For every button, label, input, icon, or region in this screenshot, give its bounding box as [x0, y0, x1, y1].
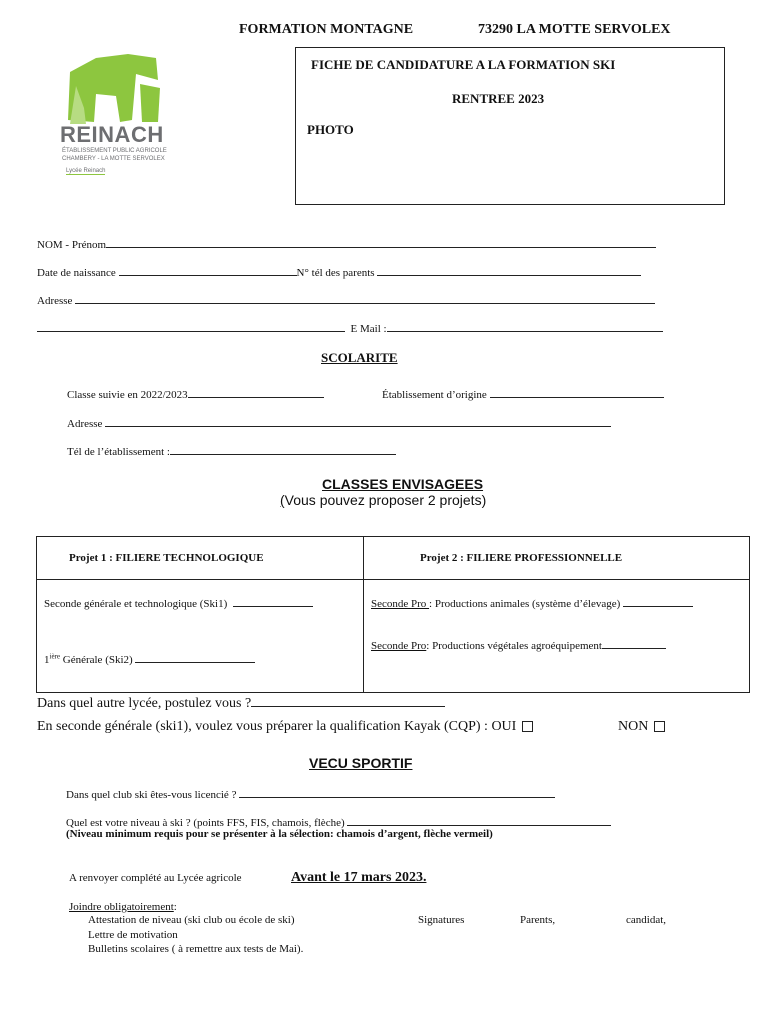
adresse-field[interactable]	[37, 293, 655, 307]
adresse2-email-field[interactable]	[37, 321, 663, 335]
tel-parents-label: N° tél des parents	[296, 267, 375, 279]
q-autre-lycee-line[interactable]	[251, 694, 445, 707]
niveau-minimum: (Niveau minimum requis pour se présenter à la sélection: chamois d’argent, flèche vermeil)	[66, 828, 493, 840]
projet1-body-cell	[37, 580, 364, 693]
club-field[interactable]	[66, 787, 555, 801]
etab-tel-line[interactable]	[170, 444, 396, 455]
projet1-header-cell	[37, 537, 364, 580]
projet1-header: Projet 1 : FILIERE TECHNOLOGIQUE	[69, 552, 264, 564]
p2-option2-u: Seconde Pro	[371, 640, 427, 652]
tel-parents-line[interactable]	[377, 265, 641, 276]
joindre-colon: :	[173, 901, 177, 913]
joindre-label	[69, 901, 177, 913]
classes-sub-paren: (	[280, 492, 285, 508]
candidat-label: candidat,	[626, 914, 667, 926]
classe-line[interactable]	[188, 387, 324, 398]
non-checkbox[interactable]	[654, 721, 665, 732]
title-box	[295, 47, 725, 205]
p2-option1-u: Seconde Pro	[371, 598, 430, 610]
joindre-text: Joindre obligatoirement	[69, 901, 174, 913]
header-formation: FORMATION MONTAGNE	[239, 22, 414, 37]
nom-line[interactable]	[106, 237, 656, 248]
adresse-line[interactable]	[75, 293, 655, 304]
reinach-logo	[56, 50, 171, 185]
niveau-field[interactable]	[66, 815, 611, 829]
classes-heading: CLASSES ENVISAGEES	[322, 476, 484, 492]
q-kayak-label: En seconde générale (ski1), voulez vous préparer la qualification Kayak (CQP) : OUI	[37, 719, 517, 734]
etab-adresse-line[interactable]	[105, 416, 611, 427]
p2-option1[interactable]	[371, 596, 693, 610]
renvoyer-text: A renvoyer complété au Lycée agricole	[69, 872, 242, 884]
etablissement-line[interactable]	[490, 387, 664, 398]
logo-house-icon	[56, 50, 171, 185]
p1-option2[interactable]	[44, 652, 255, 666]
deadline-text: Avant le 17 mars 2023.	[291, 870, 427, 885]
parents-label: Parents,	[520, 914, 556, 926]
projet2-body-cell	[364, 580, 750, 693]
classe-label: Classe suivie en 2022/2023	[67, 389, 188, 401]
p2-option2-label: : Productions végétales agroéquipement	[426, 640, 602, 652]
joindre-item-1: Attestation de niveau (ski club ou école de ski)	[88, 914, 295, 926]
p1-option2-label: Générale (Ski2)	[60, 654, 133, 666]
dob-field[interactable]	[37, 265, 641, 279]
non-label: NON	[618, 719, 649, 734]
projets-table	[36, 536, 750, 693]
vecu-heading: VECU SPORTIF	[309, 755, 413, 771]
dob-label: Date de naissance	[37, 267, 116, 279]
etab-adresse-field[interactable]	[67, 416, 611, 430]
photo-label: PHOTO	[307, 122, 354, 137]
club-label: Dans quel club ski êtes-vous licencié ?	[66, 789, 237, 801]
niveau-line[interactable]	[347, 815, 611, 826]
form-subtitle: RENTREE 2023	[452, 91, 545, 106]
adresse2-line[interactable]	[37, 321, 345, 332]
email-line[interactable]	[387, 321, 663, 332]
etab-tel-label: Tél de l’établissement :	[67, 446, 170, 458]
p1-option2-line[interactable]	[135, 652, 255, 663]
projet2-header-cell	[364, 537, 750, 580]
form-title: FICHE DE CANDIDATURE A LA FORMATION SKI	[311, 57, 616, 72]
nom-label: NOM - Prénom	[37, 239, 107, 251]
signatures-label: Signatures	[418, 914, 465, 926]
logo-line1: ÉTABLISSEMENT PUBLIC AGRICOLE	[62, 148, 167, 154]
classes-sub	[280, 492, 486, 508]
p2-option2[interactable]	[371, 638, 666, 652]
p1-option1-label: Seconde générale et technologique (Ski1)	[44, 598, 228, 610]
p1-option1[interactable]	[44, 596, 313, 610]
club-line[interactable]	[239, 787, 555, 798]
logo-line3: Lycée Reinach	[66, 168, 106, 174]
q-autre-lycee[interactable]	[37, 694, 445, 712]
logo-name: REINACH	[60, 122, 164, 147]
q-autre-lycee-label: Dans quel autre lycée, postulez vous ?	[37, 696, 252, 711]
p2-option1-label: : Productions animales (système d’élevage)	[429, 598, 621, 610]
etab-tel-field[interactable]	[67, 444, 396, 458]
p2-option1-line[interactable]	[623, 596, 693, 607]
q-kayak-non	[618, 719, 665, 735]
scolarite-heading: SCOLARITE	[321, 350, 398, 365]
adresse-label: Adresse	[37, 295, 73, 307]
nom-field[interactable]	[37, 237, 656, 251]
p1-option2-pre: 1	[44, 654, 50, 666]
p1-option2-sup: ière	[49, 652, 60, 661]
classes-sub-text: Vous pouvez proposer 2 projets)	[284, 492, 487, 508]
joindre-item-3: Bulletins scolaires ( à remettre aux tests de Mai).	[88, 943, 304, 955]
projet2-header: Projet 2 : FILIERE PROFESSIONNELLE	[420, 552, 623, 564]
p2-option2-line[interactable]	[602, 638, 666, 649]
etablissement-field[interactable]	[382, 387, 664, 401]
header-address: 73290 LA MOTTE SERVOLEX	[478, 22, 671, 37]
p1-option1-line[interactable]	[233, 596, 313, 607]
joindre-item-2: Lettre de motivation	[88, 929, 178, 941]
etab-adresse-label: Adresse	[67, 418, 103, 430]
q-kayak	[37, 719, 533, 735]
classe-field[interactable]	[67, 387, 324, 401]
niveau-label: Quel est votre niveau à ski ? (points FFS, FIS, chamois, flèche)	[66, 817, 345, 829]
etablissement-label: Établissement d’origine	[382, 389, 487, 401]
oui-checkbox[interactable]	[522, 721, 533, 732]
email-label: E Mail :	[350, 323, 387, 335]
logo-line2: CHAMBERY - LA MOTTE SERVOLEX	[62, 156, 165, 162]
dob-line[interactable]	[119, 265, 297, 276]
